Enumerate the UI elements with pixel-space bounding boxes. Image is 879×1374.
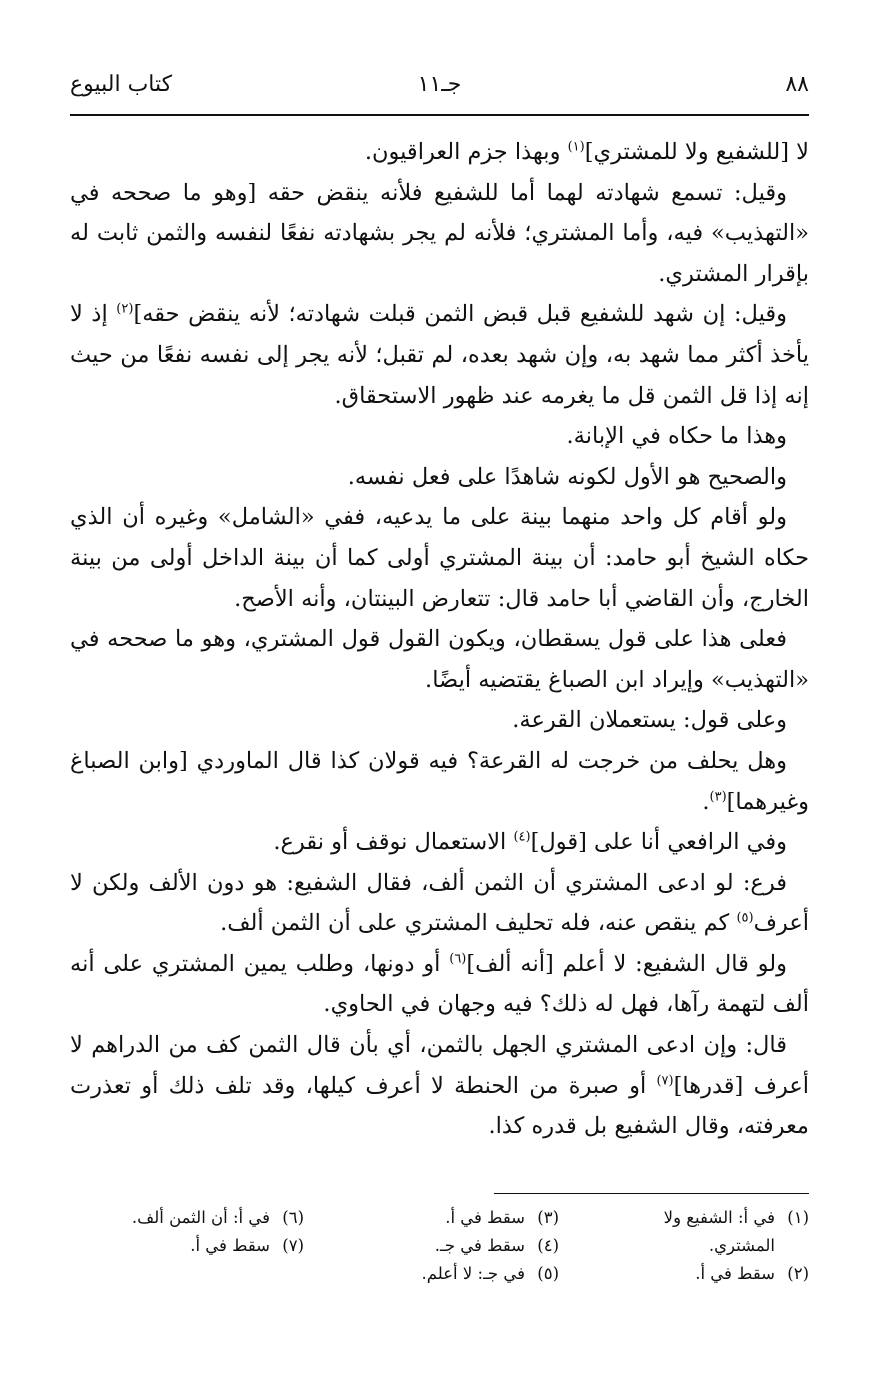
paragraph-3: وقيل: إن شهد للشفيع قبل قبض الثمن قبلت شهادته؛ لأنه ينقض حقه]$^{(٢)}$ إذ لا يأخذ أكثر مما شهد به، وإن شهد بعده، لم تقبل؛ لأنه يجر إلى نفسه نفعًا من حيث إنه إذا قل الثمن قل ما يغرمه عند ظهور الاستحقاق.: [70, 301, 809, 409]
paragraph-7: فعلى هذا على قول يسقطان، ويكون القول قول المشتري، وهو ما صححه في «التهذيب» وإيراد ابن الصباغ يقتضيه أيضًا.: [70, 626, 809, 693]
footnote-4: (٤)سقط في جـ.: [434, 1236, 559, 1255]
footnote-ref: (٥): [736, 910, 754, 926]
paragraph-6: ولو أقام كل واحد منهما بينة على ما يدعيه، ففي «الشامل» وغيره أن الذي حكاه الشيخ أبو حامد: أن بينة المشتري أولى كما أن بينة الداخل أولى من بينة الخارج، وأن القاضي أبا حامد قال: تتعارض البينتان، وأنه الأصح.: [70, 504, 809, 612]
paragraph-11: فرع: لو ادعى المشتري أن الثمن ألف، فقال الشفيع: هو دون الألف ولكن لا أعرف$^{(٥)}$ كم ينقص عنه، فله تحليف المشتري على أن الثمن ألف.: [70, 869, 809, 937]
footnote-ref: (٧): [656, 1073, 674, 1089]
paragraph-8: وعلى قول: يستعملان القرعة.: [512, 707, 787, 734]
footnote-5: (٥)في جـ: لا أعلم.: [421, 1264, 559, 1283]
footnote-column-1: [594, 1204, 809, 1288]
paragraph-13: قال: وإن ادعى المشتري الجهل بالثمن، أي بأن قال الثمن كف من الدراهم لا أعرف [قدرها]$^{(٧)}$ أو صبرة من الحنطة لا أعرف كيلها، وقد تلف ذلك أو تعذرت معرفته، وقال الشفيع بل قدره كذا.: [70, 1032, 809, 1140]
footnote-1-continued: المشتري.: [708, 1236, 775, 1255]
footnote-2: (٢)سقط في أ.: [695, 1264, 809, 1283]
running-header: [70, 68, 809, 108]
footnote-column-2: [344, 1204, 559, 1288]
footnote-ref: (٦): [449, 951, 467, 967]
footnote-1: (١)في أ: الشفيع ولا: [663, 1208, 809, 1227]
paragraph-5: والصحيح هو الأول لكونه شاهدًا على فعل نفسه.: [347, 463, 787, 490]
paragraph-10: وفي الرافعي أنا على [قول]$^{(٤)}$ الاستعمال نوقف أو نقرع.: [273, 829, 787, 856]
footnote-column-3: [69, 1204, 304, 1260]
footnote-rule: [494, 1193, 809, 1194]
footnote-3: (٣)سقط في أ.: [445, 1208, 559, 1227]
header-rule: [70, 114, 809, 116]
paragraph-12: ولو قال الشفيع: لا أعلم [أنه ألف]$^{(٦)}$ أو دونها، وطلب يمين المشتري على أنه ألف لتهمة رآها، فهل له ذلك؟ فيه وجهان في الحاوي.: [70, 950, 809, 1018]
footnote-ref: (٤): [513, 829, 531, 845]
paragraph-1: لا [للشفيع ولا للمشتري]$^{(١)}$ وبهذا جزم العراقيون.: [364, 139, 809, 165]
footnote-7: (٧)سقط في أ.: [190, 1236, 304, 1255]
paragraph-2: وقيل: تسمع شهادته لهما أما للشفيع فلأنه ينقض حقه [وهو ما صححه في «التهذيب» فيه، وأما المشتري؛ فلأنه لم يجر بشهادته نفعًا لنفسه والثمن ثابت له بإقرار المشتري.: [70, 179, 809, 287]
paragraph-9: وهل يحلف من خرجت له القرعة؟ فيه قولان كذا قال الماوردي [وابن الصباغ وغيرهما]$^{(٣)}$.: [70, 747, 809, 815]
paragraph-4: وهذا ما حكاه في الإبانة.: [566, 423, 787, 450]
volume-label: جـ١١: [417, 72, 462, 97]
footnote-ref: (٢): [116, 301, 134, 317]
footnote-6: (٦)في أ: أن الثمن ألف.: [131, 1208, 304, 1227]
book-title: كتاب البيوع: [70, 72, 173, 97]
page-number: ٨٨: [785, 72, 809, 97]
footnote-ref: (٣): [709, 789, 727, 804]
footnote-ref: (١): [567, 139, 585, 155]
main-text: [70, 132, 809, 1147]
